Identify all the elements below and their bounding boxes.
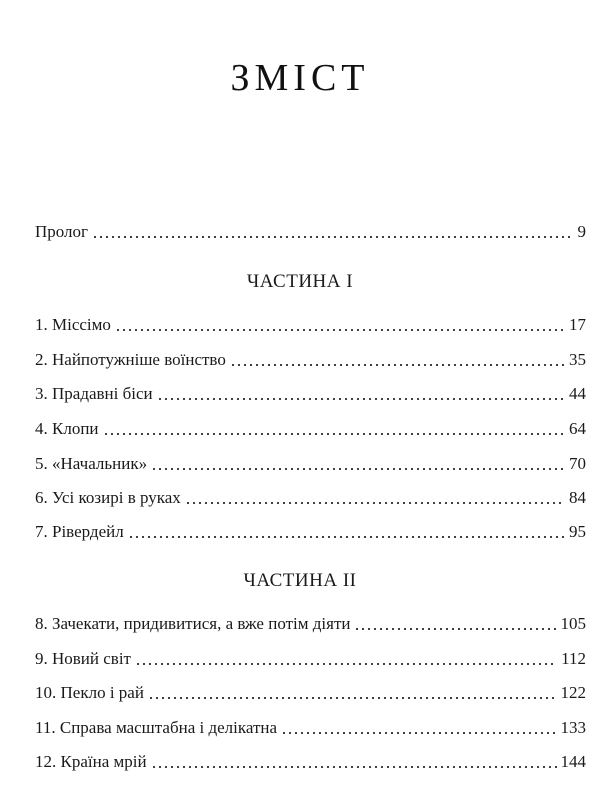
toc-entry-label: 12. Країна мрій [35,752,147,771]
toc-entry-label: Пролог [35,222,89,241]
dot-leader [151,468,565,470]
toc-entry-page: 84 [569,488,586,507]
toc-entry-label: 10. Пекло і рай [35,683,144,702]
dot-leader [128,536,565,538]
toc-entry-label: 7. Рівердейл [35,522,124,541]
toc-entry-page: 133 [560,718,586,737]
dot-leader [157,398,565,400]
toc-entry [35,718,586,738]
dot-leader [135,663,557,665]
toc-entry-page: 105 [560,614,586,633]
toc-entry [35,384,586,404]
toc-entry-page: 35 [569,350,586,369]
toc-entry-page: 70 [569,454,586,473]
toc-entry-page: 9 [577,222,586,241]
toc-entry [35,419,586,439]
toc-entry [35,614,586,634]
toc-entry-page: 95 [569,522,586,541]
toc-entry-label: 8. Зачекати, придивитися, а вже потім діяти [35,614,351,633]
toc-entry [35,454,586,474]
part-heading: ЧАСТИНА ІІ [243,570,357,591]
toc-entry [35,683,586,703]
dot-leader [185,502,565,504]
toc-entry [35,350,586,370]
toc-entry-page: 122 [560,683,586,702]
toc-entry-label: 6. Усі козирі в руках [35,488,181,507]
toc-entry-label: 4. Клопи [35,419,99,438]
toc-entry-page: 144 [560,752,586,771]
toc-entry [35,649,586,669]
toc-entry [35,315,586,335]
dot-leader [115,329,565,331]
dot-leader [281,732,556,734]
toc-entry-page: 112 [561,649,586,668]
page-title: ЗМІСТ [230,57,370,99]
toc-entry-label: 1. Міссімо [35,315,111,334]
toc-entry-page: 17 [569,315,586,334]
toc-entry-label: 11. Справа масштабна і делікатна [35,718,278,737]
dot-leader [148,697,557,699]
dot-leader [151,766,557,768]
toc-entry-prologue [35,222,586,242]
part-heading: ЧАСТИНА І [246,271,354,292]
toc-entry-page: 44 [569,384,586,403]
toc-entry-label: 9. Новий світ [35,649,131,668]
toc-entry [35,488,586,508]
toc-entry-label: 2. Найпотужніше воїнство [35,350,226,369]
dot-leader [230,364,565,366]
toc-entry-label: 5. «Начальник» [35,454,148,473]
dot-leader [103,433,565,435]
toc-entry-label: 3. Прадавні біси [35,384,153,403]
toc-entry [35,522,586,542]
dot-leader [354,628,556,630]
toc-entry [35,752,586,772]
toc-entry-page: 64 [569,419,586,438]
dot-leader [92,236,573,238]
